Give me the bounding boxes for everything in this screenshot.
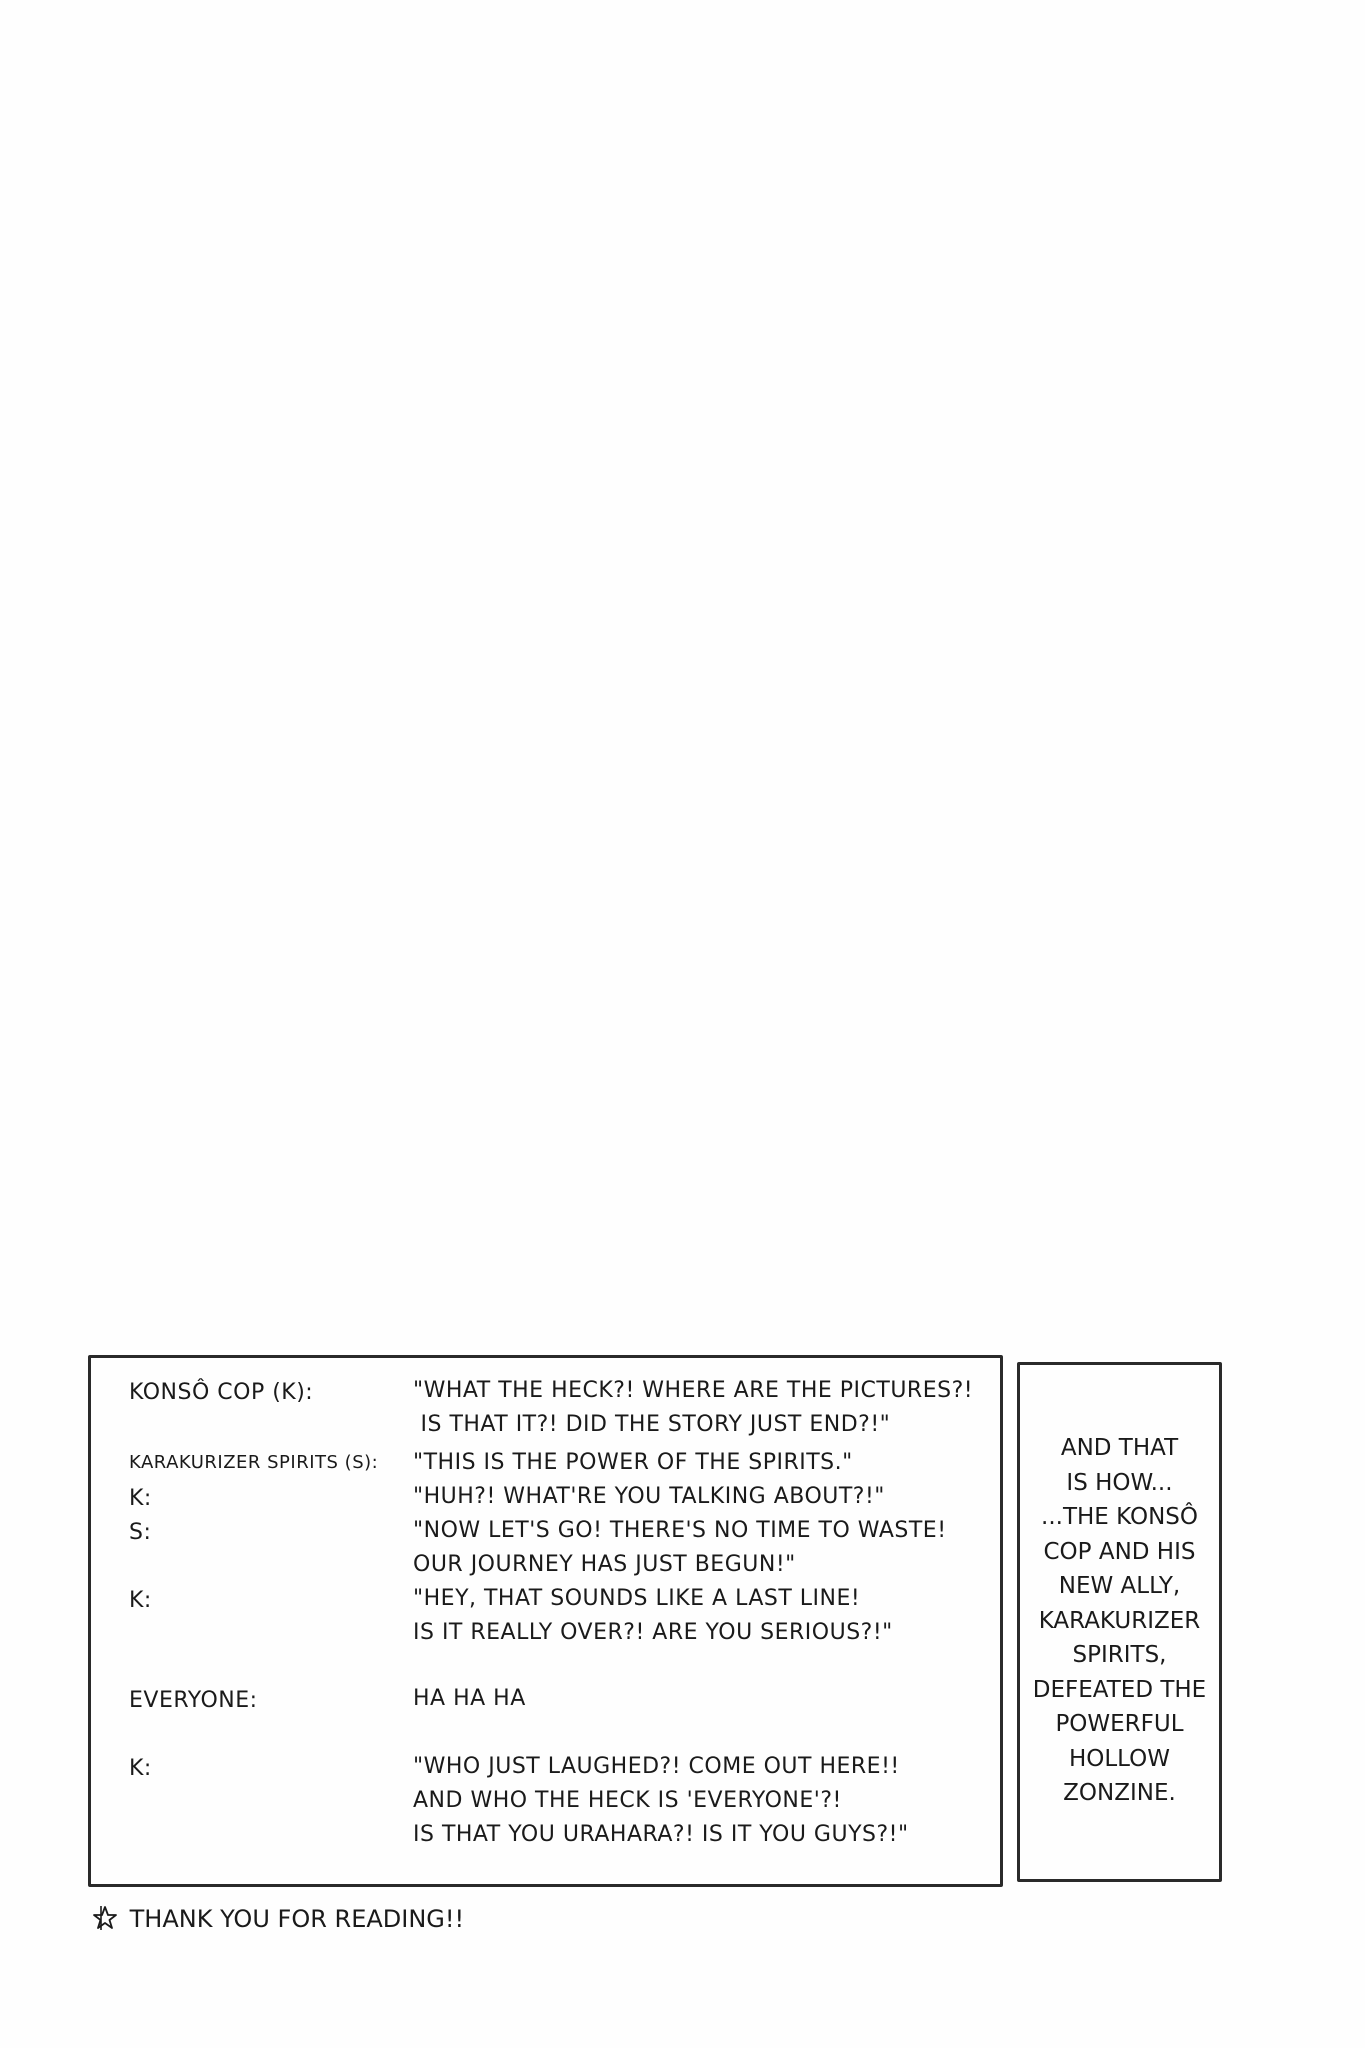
- dialogue-line: "HUH?! WHAT'RE YOU TALKING ABOUT?!": [413, 1484, 885, 1509]
- speaker-label: KONSÔ COP (K):: [129, 1380, 314, 1405]
- dialogue-line: HA HA HA: [413, 1686, 526, 1711]
- narration-text: AND THAT IS HOW... ...THE KONSÔ COP AND HIS NEW ALLY, KARAKURIZER SPIRITS, DEFEATED THE POWERFUL HOLLOW ZONZINE.: [1032, 1435, 1207, 1806]
- footer-text: THANK YOU FOR READING!!: [129, 1905, 465, 1933]
- speaker-label: K:: [129, 1588, 152, 1613]
- speaker-label: EVERYONE:: [129, 1688, 258, 1713]
- star-icon: [92, 1905, 118, 1931]
- footer-note: [92, 1905, 464, 1933]
- dialogue-line: "WHO JUST LAUGHED?! COME OUT HERE!! AND WHO THE HECK IS 'EVERYONE'?! IS THAT YOU URAHARA?! IS IT YOU GUYS?!": [413, 1754, 909, 1847]
- dialogue-line: "HEY, THAT SOUNDS LIKE A LAST LINE! IS IT REALLY OVER?! ARE YOU SERIOUS?!": [413, 1586, 893, 1645]
- speaker-label: K:: [129, 1486, 152, 1511]
- dialogue-panel: [88, 1355, 1003, 1887]
- dialogue-line: "THIS IS THE POWER OF THE SPIRITS.": [413, 1450, 853, 1475]
- speaker-label: KARAKURIZER SPIRITS (S):: [129, 1452, 379, 1473]
- speaker-label: S:: [129, 1520, 152, 1545]
- speaker-label: K:: [129, 1756, 152, 1781]
- dialogue-line: "NOW LET'S GO! THERE'S NO TIME TO WASTE! OUR JOURNEY HAS JUST BEGUN!": [413, 1518, 947, 1577]
- narration-panel: [1017, 1362, 1222, 1882]
- dialogue-line: "WHAT THE HECK?! WHERE ARE THE PICTURES?! IS THAT IT?! DID THE STORY JUST END?!": [413, 1378, 974, 1437]
